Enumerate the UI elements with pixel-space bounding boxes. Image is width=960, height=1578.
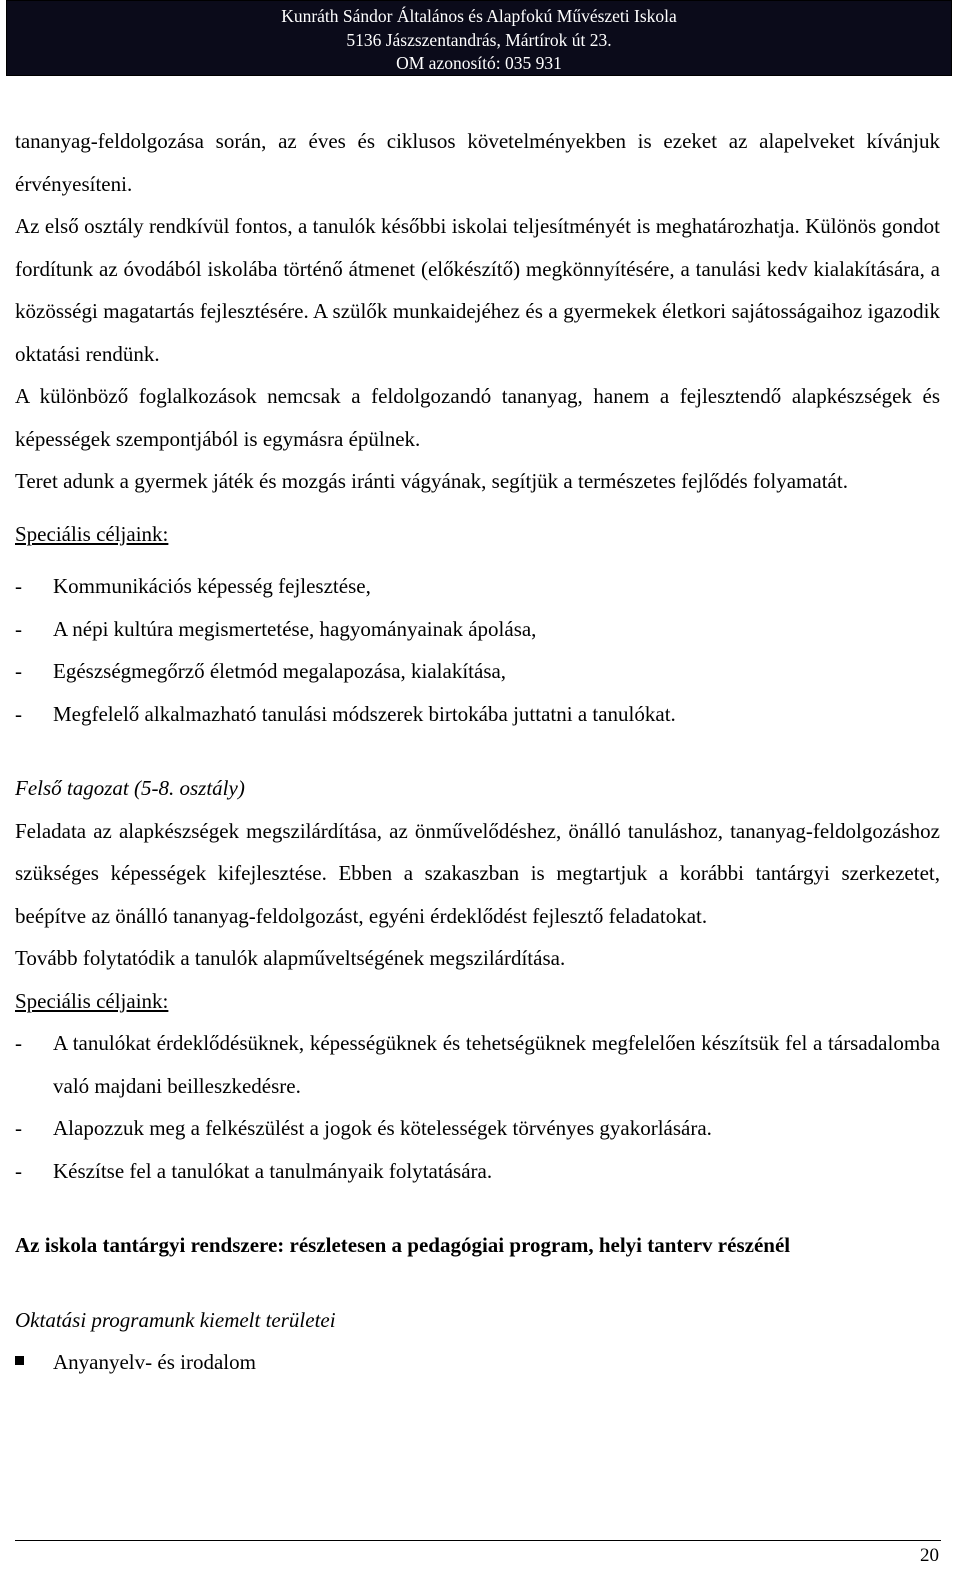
dash-marker: - [15, 574, 22, 598]
list-item: - Készítse fel a tanulókat a tanulmányaik folytatására. [15, 1150, 940, 1193]
bullet-item: Anyanyelv- és irodalom [15, 1341, 940, 1384]
square-bullet-icon [15, 1341, 53, 1384]
paragraph: tananyag-feldolgozása során, az éves és ciklusos követelményekben is ezeket az alapelveket kívánjuk érvényesíteni. [15, 129, 940, 196]
dash-marker: - [15, 659, 22, 683]
paragraph: Feladata az alapkészségek megszilárdítása, az önművelődéshez, önálló tanuláshoz, tananyag-feldolgozáshoz szükséges képességek kifejlesztése. Ebben a szakaszban is megtartjuk a korábbi tantárgyi szerkezetet, beépítve az önálló tananyag-feldolgozást, egyéni érdeklődést fejlesztő feladatokat. [15, 818, 940, 928]
list-item: - Kommunikációs képesség fejlesztése, [15, 565, 940, 608]
page-number: 20 [920, 1545, 939, 1566]
school-address: 5136 Jászszentandrás, Mártírok út 23. [346, 29, 612, 50]
dash-marker: - [15, 616, 22, 641]
paragraph: Tovább folytatódik a tanulók alapműveltségének megszilárdítása. [15, 946, 566, 970]
document-body [15, 120, 940, 1384]
dash-marker: - [15, 1116, 22, 1140]
section-heading: Speciális céljaink: [15, 521, 169, 546]
paragraph: Az első osztály rendkívül fontos, a tanulók későbbi iskolai teljesítményét is meghatározhatja. Különös gondot fordítunk az óvodából iskolába történő átmenet (előkészítő) megkönnyítésére, a tanulási kedv kialakítására, a közösségi magatartás fejlesztésére. A szülők munkaidejéhez és a gyermekek életkori sajátosságaihoz igazodik oktatási rendünk. [15, 214, 940, 366]
list-item: - A tanulókat érdeklődésüknek, képességüknek és tehetségüknek megfelelően készítsük fel a társadalomba való majdani beilleszkedésre. [15, 1022, 940, 1107]
list-item: - Alapozzuk meg a felkészülést a jogok és kötelességek törvényes gyakorlására. [15, 1107, 940, 1150]
dash-marker: - [15, 1158, 22, 1183]
dash-marker: - [15, 701, 22, 726]
section-heading: Felső tagozat (5-8. osztály) [15, 776, 245, 800]
school-name: Kunráth Sándor Általános és Alapfokú Művészeti Iskola [281, 6, 677, 26]
bold-heading: Az iskola tantárgyi rendszere: részletesen a pedagógiai program, helyi tanterv részénél [15, 1233, 791, 1257]
list-item: - A népi kultúra megismertetése, hagyományainak ápolása, [15, 608, 940, 651]
list-item: - Egészségmegőrző életmód megalapozása, kialakítása, [15, 650, 940, 693]
section-heading: Speciális céljaink: [15, 988, 169, 1013]
paragraph: Teret adunk a gyermek játék és mozgás iránti vágyának, segítjük a természetes fejlődés folyamatát. [15, 469, 848, 493]
footer-divider [15, 1540, 941, 1541]
dash-marker: - [15, 1031, 22, 1055]
italic-heading: Oktatási programunk kiemelt területei [15, 1307, 336, 1332]
om-id: OM azonosító: 035 931 [396, 53, 562, 73]
paragraph: A különböző foglalkozások nemcsak a feldolgozandó tananyag, hanem a fejlesztendő alapkészségek és képességek szempontjából is egymásra épülnek. [15, 384, 940, 451]
list-item: - Megfelelő alkalmazható tanulási módszerek birtokába juttatni a tanulókat. [15, 693, 940, 736]
page-header [6, 0, 952, 76]
